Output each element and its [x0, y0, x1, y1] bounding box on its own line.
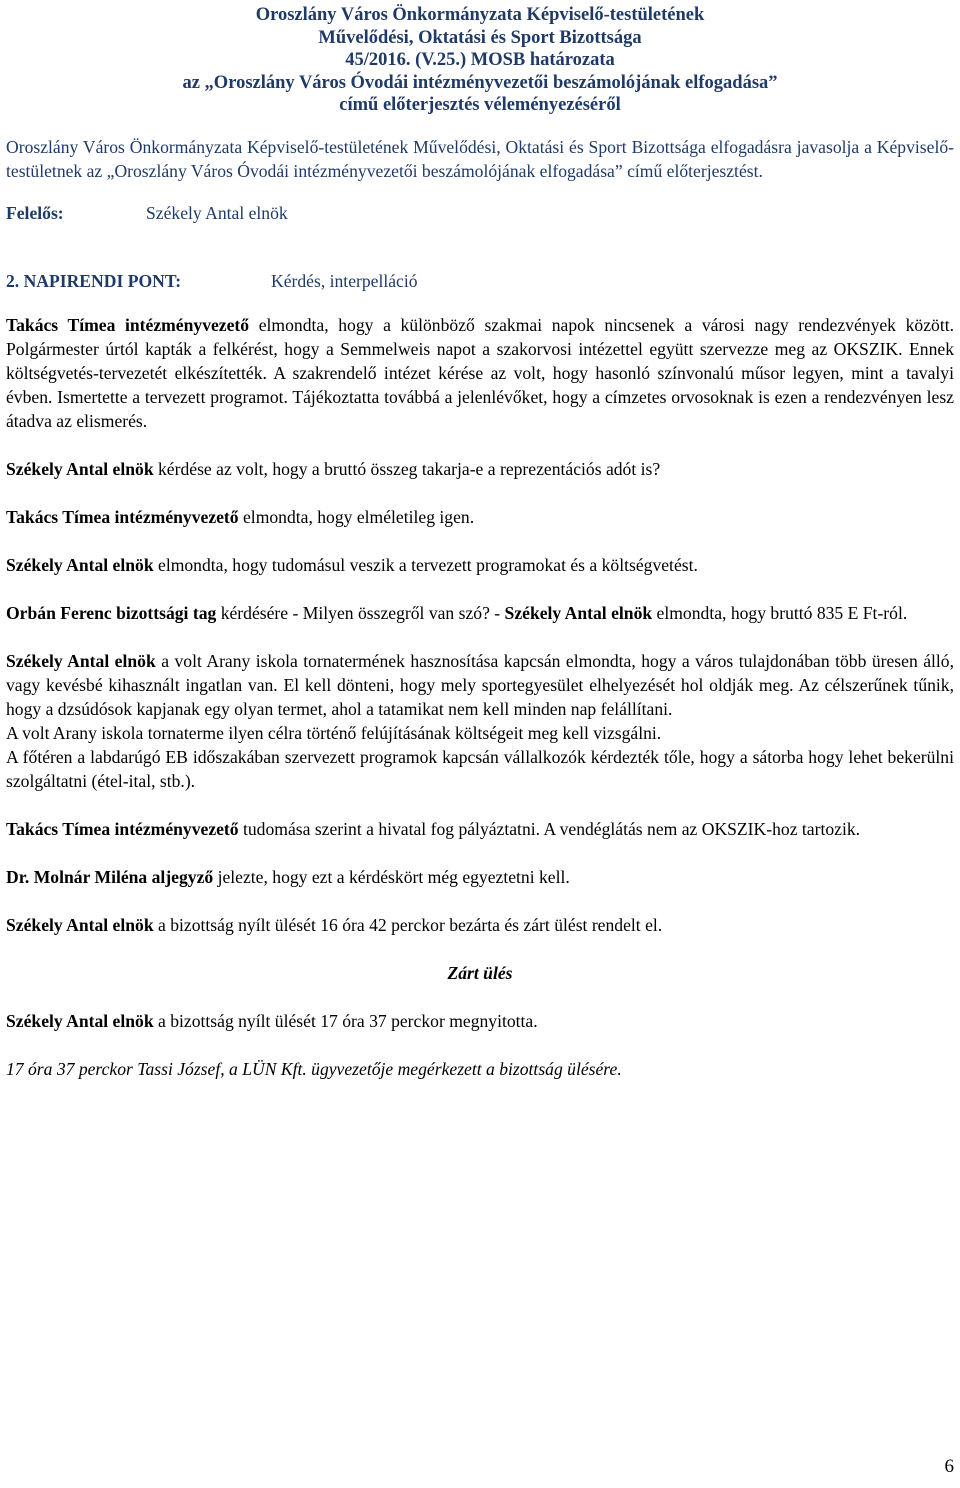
minutes-paragraph	[6, 865, 954, 889]
speaker-name: Székely Antal elnök	[6, 458, 154, 479]
speaker-text: elmondta, hogy elméletileg igen.	[238, 506, 475, 527]
speaker-name: Székely Antal elnök	[6, 554, 154, 575]
speaker-text: a bizottság nyílt ülését 16 óra 42 perckor bezárta és zárt ülést rendelt el.	[153, 914, 663, 935]
speaker-name: Székely Antal elnök	[6, 650, 156, 671]
speaker-text: A főtéren a labdarúgó EB időszakában szervezett programok kapcsán vállalkozók kérdezték tőle, hogy a sátorba hogy lehet bekerülni szolgáltatni (étel-ital, stb.).	[6, 746, 954, 791]
responsible-label: Felelős:	[6, 202, 64, 223]
minutes-paragraph	[6, 649, 954, 721]
header-line-4: az „Oroszlány Város Óvodái intézményvezetői beszámolójának elfogadása”	[182, 72, 778, 93]
document-page	[6, 4, 954, 1081]
minutes-paragraph	[6, 553, 954, 577]
speaker-text: kérdésére - Milyen összegről van szó? -	[216, 602, 505, 623]
agenda-item	[6, 269, 954, 293]
minutes-paragraph	[6, 601, 954, 625]
header-line-1: Oroszlány Város Önkormányzata Képviselő-testületének	[255, 5, 705, 25]
header-line-5: című előterjesztés véleményezéséről	[339, 95, 621, 115]
speaker-name: Takács Tímea intézményvezető	[6, 506, 239, 527]
responsible-name: Székely Antal elnök	[146, 202, 288, 223]
speaker-text: elmondta, hogy bruttó 835 E Ft-ról.	[652, 602, 908, 623]
header-line-3: 45/2016. (V.25.) MOSB határozata	[345, 50, 615, 70]
speaker-name: Takács Tímea intézményvezető	[6, 314, 250, 335]
speaker-text: elmondta, hogy a különböző szakmai napok nincsenek a városi nagy rendezvények között. Polgármester úrtól kapták a felkérést, hogy a Semmelweis napot a szakorvosi intézettel együtt szervezze meg az OKSZIK. Ennek költségvetés-tervezetét elkészítették. A szakrendelő intézet kérése az volt, hogy hasonló színvonalú műsor legyen, mint a tavalyi évben. Ismertette a tervezett programot. Tájékoztatta továbbá a jelenlévőket, hogy a címzetes orvosoknak is ezen a rendezvényen lesz átadva az elismerés.	[6, 314, 955, 431]
speaker-name: Székely Antal elnök	[504, 602, 653, 623]
speaker-name: Székely Antal elnök	[6, 914, 154, 935]
page-number: 6	[944, 1456, 954, 1477]
speaker-text: a volt Arany iskola tornatermének hasznosítása kapcsán elmondta, hogy a város tulajdonában több üresen álló, vagy kevésbé kihasznált ingatlan van. El kell dönteni, hogy mely sportegyesület elhelyezését hol oldják meg. Az célszerűnek tűnik, hogy a dzsúdósok kapjanak egy olyan termet, ahol a tatamikat nem kell minden nap felállítani.	[6, 650, 954, 719]
minutes-paragraph	[6, 457, 954, 481]
minutes-body	[6, 313, 954, 937]
speaker-name: Székely Antal elnök	[6, 1010, 154, 1031]
minutes-paragraph	[6, 313, 954, 433]
speaker-text: a bizottság nyílt ülését 17 óra 37 perckor megnyitotta.	[153, 1010, 538, 1031]
agenda-title: Kérdés, interpelláció	[271, 270, 418, 291]
speaker-name: Dr. Molnár Miléna aljegyző	[6, 866, 214, 887]
speaker-name: Takács Tímea intézményvezető	[6, 818, 239, 839]
header-line-2: Művelődési, Oktatási és Sport Bizottsága	[318, 27, 642, 48]
agenda-number: 2. NAPIRENDI PONT:	[6, 270, 182, 291]
speaker-name: Orbán Ferenc bizottsági tag	[6, 602, 217, 623]
reopen-paragraph	[6, 1009, 954, 1033]
speaker-text: tudomása szerint a hivatal fog pályáztatni. A vendéglátás nem az OKSZIK-hoz tartozik.	[238, 818, 861, 839]
speaker-text: kérdése az volt, hogy a bruttó összeg takarja-e a reprezentációs adót is?	[153, 458, 661, 479]
resolution-text: Oroszlány Város Önkormányzata Képviselő-testületének Művelődési, Oktatási és Sport Bizottsága elfogadásra javasolja a Képviselő-testületnek az „Oroszlány Város Óvodái intézményvezetői beszámolójának elfogadása” című előterjesztést.	[6, 136, 954, 181]
minutes-paragraph	[6, 721, 954, 745]
minutes-paragraph	[6, 817, 954, 841]
responsible-row	[6, 201, 954, 225]
minutes-paragraph	[6, 913, 954, 937]
speaker-text: jelezte, hogy ezt a kérdéskört még egyeztetni kell.	[213, 866, 570, 887]
speaker-text: A volt Arany iskola tornaterme ilyen célra történő felújításának költségeit meg kell vizsgálni.	[6, 722, 662, 743]
arrival-note: 17 óra 37 perckor Tassi József, a LÜN Kft. ügyvezetője megérkezett a bizottság ülésére.	[6, 1058, 622, 1079]
minutes-paragraph	[6, 505, 954, 529]
closed-session-heading: Zárt ülés	[447, 962, 513, 983]
speaker-text: elmondta, hogy tudomásul veszik a tervezett programokat és a költségvetést.	[153, 554, 698, 575]
minutes-paragraph	[6, 745, 954, 793]
